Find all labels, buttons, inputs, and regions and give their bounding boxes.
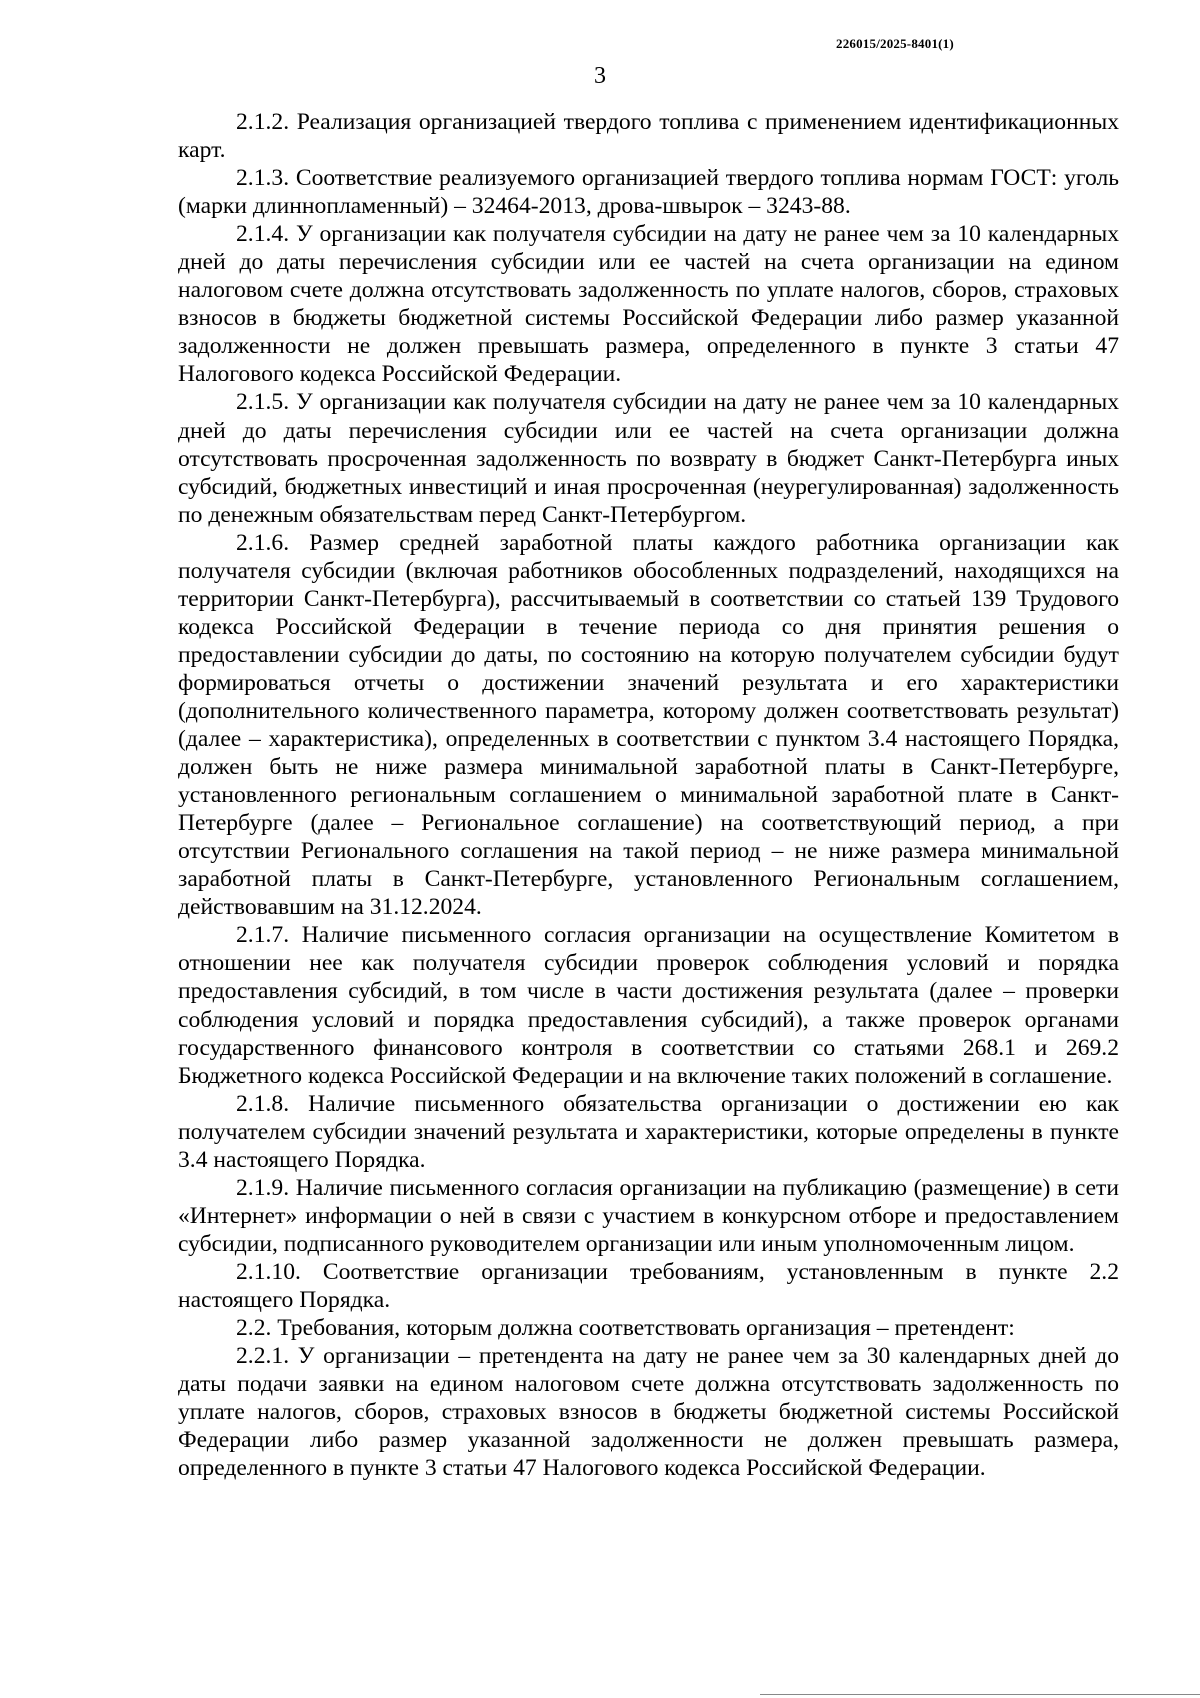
bottom-divider (760, 1694, 1200, 1695)
paragraph-2-1-5: 2.1.5. У организации как получателя субсидии на дату не ранее чем за 10 календарных дней до даты перечисления субсидии или ее частей на счета организации должна отсутствовать просроченная задолженность по возврату в бюджет Санкт-Петербурга иных субсидий, бюджетных инвестиций и иная просроченная (неурегулированная) задолженность по денежным обязательствам перед Санкт-Петербургом. (178, 389, 1119, 528)
paragraph-2-1-6: 2.1.6. Размер средней заработной платы каждого работника организации как получателя субсидии (включая работников обособленных подразделений, находящихся на территории Санкт-Петербурга), рассчитываемый в соответствии со статьей 139 Трудового кодекса Российской Федерации в течение периода со дня принятия решения о предоставлении субсидии до даты, по состоянию на которую получателем субсидии будут формироваться отчеты о достижении значений результата и его характеристики (дополнительного количественного параметра, которому должен соответствовать результат) (далее – характеристика), определенных в соответствии с пунктом 3.4 настоящего Порядка, должен быть не ниже размера минимальной заработной платы в Санкт-Петербурге, установленного региональным соглашением о минимальной заработной плате в Санкт-Петербурге (далее – Региональное соглашение) на соответствующий период, а при отсутствии Регионального соглашения на такой период – не ниже размера минимальной заработной платы в Санкт-Петербурге, установленного Региональным соглашением, действовавшим на 31.12.2024. (178, 529, 1119, 921)
paragraph-2-1-8: 2.1.8. Наличие письменного обязательства организации о достижении ею как получателем субсидии значений результата и характеристики, которые определены в пункте 3.4 настоящего Порядка. (178, 1090, 1119, 1173)
page-number: 3 (594, 63, 606, 89)
paragraph-2-2: 2.2. Требования, которым должна соответствовать организация – претендент: (236, 1315, 1015, 1342)
paragraph-2-1-10: 2.1.10. Соответствие организации требованиям, установленным в пункте 2.2 настоящего Порядка. (178, 1258, 1119, 1313)
paragraph-2-1-7: 2.1.7. Наличие письменного согласия организации на осуществление Комитетом в отношении нее как получателя субсидии проверок соблюдения условий и порядка предоставления субсидий, в том числе в части достижения результата (далее – проверки соблюдения условий и порядка предоставления субсидий), а также проверок органами государственного финансового контроля в соответствии со статьями 268.1 и 269.2 Бюджетного кодекса Российской Федерации и на включение таких положений в соглашение. (178, 922, 1119, 1089)
document-body (178, 108, 1119, 1482)
paragraph-2-1-9: 2.1.9. Наличие письменного согласия организации на публикацию (размещение) в сети «Интернет» информации о ней в связи с участием в конкурсном отборе и предоставлением субсидии, подписанного руководителем организации или иным уполномоченным лицом. (178, 1174, 1119, 1257)
document-registration-number: 226015/2025-8401(1) (836, 36, 954, 51)
paragraph-2-1-3: 2.1.3. Соответствие реализуемого организацией твердого топлива нормам ГОСТ: уголь (марки длиннопламенный) – 32464-2013, дрова-швырок – 3243-88. (178, 165, 1119, 220)
paragraph-2-1-4: 2.1.4. У организации как получателя субсидии на дату не ранее чем за 10 календарных дней до даты перечисления субсидии или ее частей на счета организации на едином налоговом счете должна отсутствовать задолженность по уплате налогов, сборов, страховых взносов в бюджеты бюджетной системы Российской Федерации либо размер указанной задолженности не должен превышать размера, определенного в пункте 3 статьи 47 Налогового кодекса Российской Федерации. (178, 221, 1119, 388)
paragraph-2-2-1: 2.2.1. У организации – претендента на дату не ранее чем за 30 календарных дней до даты подачи заявки на едином налоговом счете должна отсутствовать задолженность по уплате налогов, сборов, страховых взносов в бюджеты бюджетной системы Российской Федерации либо размер указанной задолженности не должен превышать размера, определенного в пункте 3 статьи 47 Налогового кодекса Российской Федерации. (178, 1343, 1119, 1482)
paragraph-2-1-2: 2.1.2. Реализация организацией твердого топлива с применением идентификационных карт. (178, 109, 1119, 164)
